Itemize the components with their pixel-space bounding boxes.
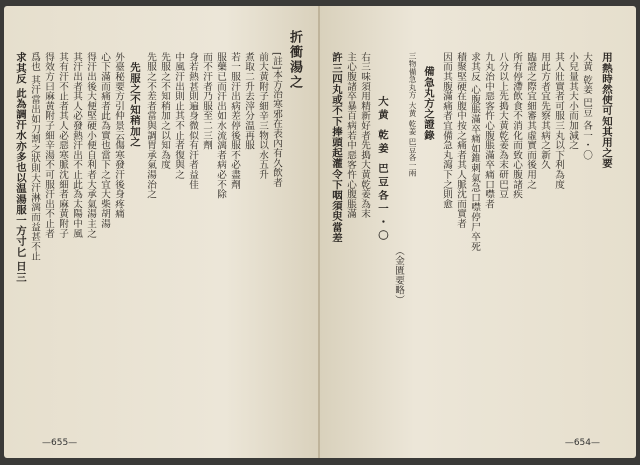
text-column: 得效方曰麻黄附子細辛湯不可服汗出不止者: [43, 52, 54, 239]
source-label: （金匱要略）: [393, 246, 404, 305]
text-column: 身若熱甚則遍身微似有汗者益佳: [187, 52, 198, 190]
right-page: [320, 6, 636, 458]
text-column: 八分以上先搗大黄乾姜為末研巴豆: [497, 52, 508, 199]
text-column: 其人壯實者可服三丸以下利為度: [553, 52, 564, 190]
text-column: 求其反 此為調汗水亦多也以温湯服一方寸匕 日三: [14, 52, 26, 283]
text-column: 其汗出者其人必發熱汗出不止此為太陽中風: [71, 52, 82, 239]
text-column: 右三味須用精新好者先搗大黄乾姜為末: [359, 52, 370, 219]
text-column: 服藥已而汗出如水流漓者病必不除: [215, 52, 226, 199]
text-column: 求其反 心腹脹滿卒痛如錐刺氣急口噤停尸卒死: [469, 52, 480, 252]
text-column: 主心腹諸卒暴百病若中惡客忤心腹脹滿: [345, 52, 356, 219]
text-column: 中風汗出則止其不止者復與之: [173, 52, 184, 180]
text-column: 煮取二升去滓分温再服: [243, 52, 254, 150]
page-number: —655—: [42, 438, 78, 448]
text-column: 用熱時然使可知其用之要: [600, 52, 612, 169]
ingredient-list: 大黄 乾姜 巴豆各一・〇: [376, 96, 388, 244]
text-column: 大黄 乾姜 巴豆 各一・〇: [581, 52, 592, 160]
text-column: 心下滿而痛者此為實也當下之宜大柴胡湯: [99, 52, 110, 229]
text-column: 積聚堅硬在腹中按之痛者其人脈沈而實者: [455, 52, 466, 229]
text-column: 若一服汗出病差停後服不必盡劑: [229, 52, 240, 190]
text-column: 小兒量其大小而加減之: [567, 52, 578, 150]
text-column: 得汗出後大便堅硬小便自利者大承氣湯主之: [85, 52, 96, 239]
page-number: —654—: [564, 438, 600, 448]
text-column: 所有停滯飲食不消化而致心腹諸疾: [511, 52, 522, 199]
text-column: [註]本方治寒邪在表內有久飲者: [271, 52, 282, 188]
book-spread: [4, 6, 636, 458]
text-column: 用此方者宜先察其病之新久: [539, 52, 550, 170]
text-column: 而不汗者乃服至二三劑: [201, 52, 212, 150]
text-column: 許三四丸或不下捧頭起灌令下咽須臾當差: [330, 52, 342, 243]
section-title: 折衝湯之: [287, 30, 302, 90]
text-column: 先服之不差者當與調胃承氣湯治之: [145, 52, 156, 199]
text-column: 爲也 其汗當出如刀割之狀則大汗淋漓而益甚不止: [29, 52, 40, 262]
text-column: 先服之不知稍加之以知為度: [159, 52, 170, 170]
formula-heading: 備急丸方之證錄: [422, 66, 434, 141]
section-subheading: 先服之不知稍加之: [128, 62, 140, 147]
text-column: 前大黄附子細辛三物以水五升: [257, 52, 268, 180]
text-column: 九丸治中惡客忤心腹脹滿卒痛口噤者: [483, 52, 494, 209]
text-column: 三物備急丸方 大黄 乾姜 巴豆各一兩: [408, 52, 417, 177]
text-column: 外臺秘要方引仲景云傷寒發汗後身疼痛: [113, 52, 124, 219]
text-column: 臨證之際宜細審其虛實而後用之: [525, 52, 536, 190]
left-page: [4, 6, 320, 458]
text-column: 其有汗不止者其人必惡寒脈沈細者麻黄附子: [57, 52, 68, 239]
text-column: 因而其腹滿痛者宜備急丸瀉下之則愈: [441, 52, 452, 209]
